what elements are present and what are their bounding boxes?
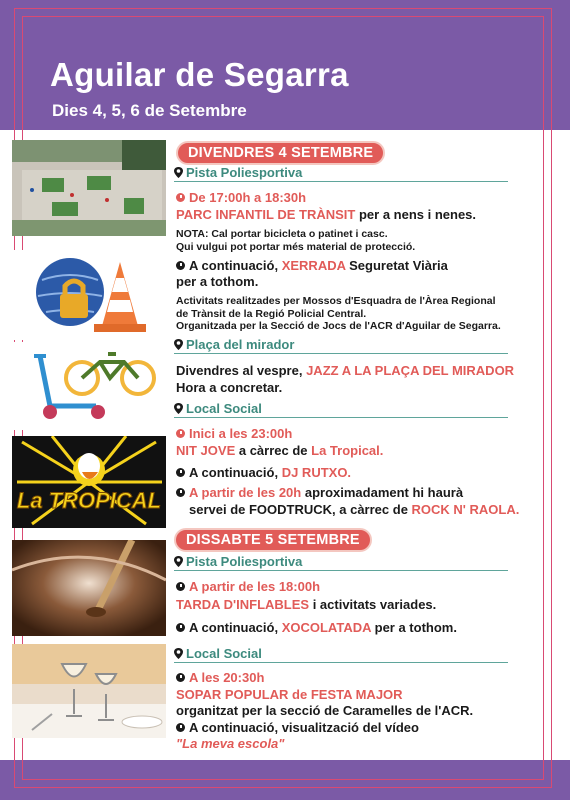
- day2-sopar: SOPAR POPULAR de FESTA MAJOR organitzat per la secció de Caramelles de l'ACR.: [176, 687, 474, 718]
- location-pin-icon: [174, 556, 183, 567]
- day2-time1: A partir de les 18:00h: [176, 579, 320, 594]
- location-pin-icon: [174, 339, 183, 350]
- location-pin-icon: [174, 167, 183, 178]
- day1-pill: DIVENDRES 4 SETEMBRE: [176, 141, 385, 165]
- clock-icon: [176, 488, 185, 497]
- day1-time2: Inici a les 23:00h: [176, 426, 292, 441]
- clock-icon: [176, 582, 185, 591]
- page-subtitle: Dies 4, 5, 6 de Setembre: [52, 101, 247, 120]
- day2-inflables: TARDA D'INFLABLES i activitats variades.: [176, 597, 437, 612]
- day2-location-pista: Pista Poliesportiva: [174, 554, 508, 571]
- dinner-table-photo: [12, 644, 166, 738]
- day1-xerrada: A continuació, XERRADA Seguretat Viària per a tothom.: [176, 258, 448, 289]
- day1-info: Activitats realitzades per Mossos d'Esquadra de l'Àrea Regional de Trànsit de la Regió Policial Central. Organitzada per la Secció de Jocs de l'ACR d'Aguilar de Segarra.: [176, 295, 501, 332]
- page-title: Aguilar de Segarra: [50, 56, 349, 93]
- clock-icon: [176, 673, 185, 682]
- footer-banner: [0, 760, 570, 800]
- day1-nit-jove: NIT JOVE a càrrec de La Tropical.: [176, 443, 384, 458]
- day2-video: A continuació, visualització del vídeo "La meva escola": [176, 720, 419, 751]
- day1-location-pista: Pista Poliesportiva: [174, 165, 508, 182]
- clock-icon: [176, 429, 185, 438]
- day1-note: NOTA: Cal portar bicicleta o patinet i casc. Qui vulgui pot portar més material de protecció.: [176, 228, 416, 253]
- clock-icon: [176, 623, 185, 632]
- la-tropical-logo: [12, 436, 166, 528]
- logo-text: La TROPICAL: [16, 488, 162, 513]
- clock-icon: [176, 468, 185, 477]
- day1-location-mirador: Plaça del mirador: [174, 337, 508, 354]
- day1-jazz: Divendres al vespre, JAZZ A LA PLAÇA DEL MIRADOR Hora a concretar.: [176, 363, 515, 395]
- day1-foodtruck: A partir de les 20h aproximadament hi haurà servei de FOODTRUCK, a càrrec de ROCK N' RAOLA.: [176, 484, 519, 518]
- day1-time1: De 17:00h a 18:30h: [176, 190, 306, 205]
- day1-dj: A continuació, DJ RUTXO.: [176, 465, 351, 480]
- bike-scooter-icon: [12, 342, 166, 430]
- clock-icon: [176, 261, 185, 270]
- location-pin-icon: [174, 403, 183, 414]
- day1-activity1: PARC INFANTIL DE TRÀNSIT per a nens i nenes.: [176, 207, 477, 222]
- chocolate-photo: [12, 540, 166, 636]
- location-pin-icon: [174, 648, 183, 659]
- day1-location-local: Local Social: [174, 401, 508, 418]
- traffic-park-photo: [12, 140, 166, 236]
- security-lock-cone-icon: [12, 250, 166, 340]
- day2-time2: A les 20:30h: [176, 670, 264, 685]
- day2-pill: DISSABTE 5 SETEMBRE: [174, 528, 372, 552]
- day2-xocolatada: A continuació, XOCOLATADA per a tothom.: [176, 620, 457, 635]
- clock-icon: [176, 723, 185, 732]
- clock-icon: [176, 193, 185, 202]
- day2-location-local: Local Social: [174, 646, 508, 663]
